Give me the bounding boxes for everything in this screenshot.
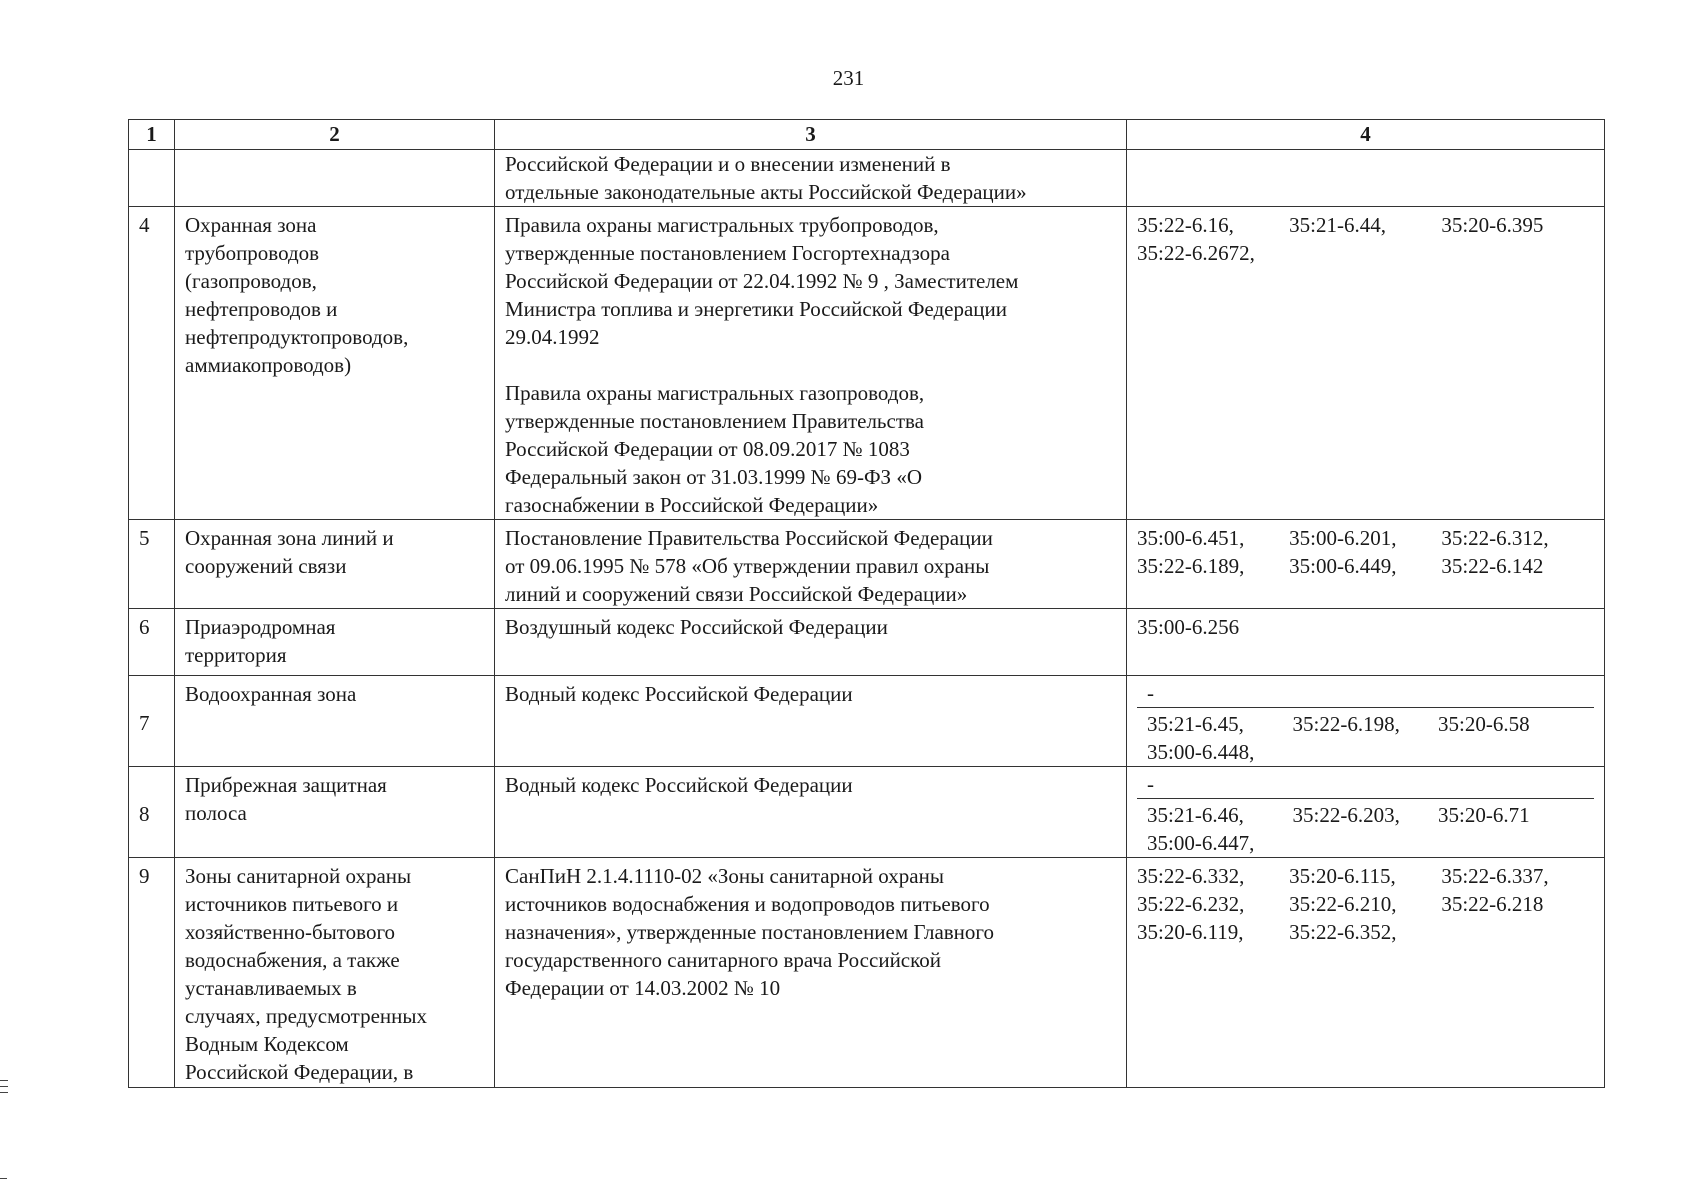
table-row: [129, 207, 1605, 520]
cadastral-code: 35:22-6.337,: [1441, 864, 1549, 888]
cell-name: [175, 207, 495, 520]
table-row: [129, 609, 1605, 676]
doc-line: назначения», утвержденные постановлением Главного: [505, 920, 995, 944]
doc-line: газоснабжении в Российской Федерации»: [505, 493, 879, 517]
doc-paragraph: [505, 211, 1116, 351]
table-row-continuation: [129, 150, 1605, 207]
cell-codes: [1127, 207, 1605, 520]
table-row: [129, 520, 1605, 609]
doc-line: утвержденные постановлением Госгортехнадзора: [505, 241, 950, 265]
cell-doc: [495, 207, 1127, 520]
name-line: нефтепроводов и: [185, 297, 338, 321]
cadastral-code: 35:21-6.46,: [1147, 803, 1244, 827]
cell-name: [175, 858, 495, 1088]
name-line: Водоохранная зона: [185, 682, 357, 706]
doc-line: Правила охраны магистральных трубопроводов,: [505, 213, 939, 237]
cadastral-code: 35:22-6.232,: [1137, 892, 1245, 916]
cadastral-code: 35:22-6.312,: [1441, 526, 1549, 550]
cell-name: [175, 767, 495, 858]
cell-doc: [495, 520, 1127, 609]
doc-line: Водный кодекс Российской Федерации: [505, 682, 853, 706]
cell-doc: [495, 150, 1127, 207]
table-row: [129, 767, 1605, 858]
table-header-row: [129, 120, 1605, 150]
doc-line: Российской Федерации от 22.04.1992 № 9 , Заместителем: [505, 269, 1019, 293]
codes-empty-marker: -: [1137, 680, 1594, 708]
scan-margin-marks: [0, 1080, 8, 1098]
name-line: Охранная зона линий и: [185, 526, 394, 550]
cadastral-code: 35:20-6.115,: [1289, 864, 1396, 888]
cell-num: 8: [129, 767, 175, 858]
cadastral-code: 35:00-6.449,: [1289, 554, 1397, 578]
doc-line: государственного санитарного врача Российской: [505, 948, 941, 972]
cell-codes: [1127, 150, 1605, 207]
doc-line: Министра топлива и энергетики Российской Федерации: [505, 297, 1008, 321]
header-col-2: 2: [175, 120, 495, 150]
name-line: водоснабжения, а также: [185, 948, 400, 972]
cell-name: [175, 520, 495, 609]
cadastral-code: 35:20-6.71: [1438, 803, 1530, 827]
scan-margin-mark: [0, 1178, 7, 1179]
doc-line: утвержденные постановлением Правительства: [505, 409, 924, 433]
doc-line: Российской Федерации от 08.09.2017 № 1083: [505, 437, 910, 461]
cadastral-code: 35:22-6.16,: [1137, 213, 1234, 237]
name-line: Охранная зона: [185, 213, 317, 237]
cadastral-code: 35:22-6.189,: [1137, 554, 1245, 578]
cell-num: 7: [129, 676, 175, 767]
cell-codes: [1127, 767, 1605, 858]
name-line: Зоны санитарной охраны: [185, 864, 412, 888]
cell-num: 5: [129, 520, 175, 609]
doc-line: линий и сооружений связи Российской Федерации»: [505, 582, 968, 606]
name-line: Прибрежная защитная: [185, 773, 387, 797]
cadastral-code: 35:20-6.58: [1438, 712, 1530, 736]
name-line: Российской Федерации, в: [185, 1060, 414, 1084]
cadastral-code: 35:00-6.448,: [1147, 740, 1255, 764]
name-line: (газопроводов,: [185, 269, 317, 293]
cell-name: [175, 676, 495, 767]
cell-codes: [1127, 609, 1605, 676]
name-line: случаях, предусмотренных: [185, 1004, 427, 1028]
header-col-4: 4: [1127, 120, 1605, 150]
cell-doc: [495, 767, 1127, 858]
header-col-1: 1: [129, 120, 175, 150]
doc-line: Федеральный закон от 31.03.1999 № 69-ФЗ «О: [505, 465, 922, 489]
name-line: устанавливаемых в: [185, 976, 357, 1000]
cell-num: 9: [129, 858, 175, 1088]
cell-codes: [1127, 520, 1605, 609]
cell-doc: [495, 858, 1127, 1088]
cadastral-code: 35:22-6.218: [1441, 892, 1544, 916]
name-line: территория: [185, 643, 287, 667]
name-line: аммиакопроводов): [185, 353, 352, 377]
header-col-3: 3: [495, 120, 1127, 150]
doc-paragraph: [505, 379, 1116, 519]
name-line: полоса: [185, 801, 247, 825]
name-line: Приаэродромная: [185, 615, 336, 639]
cadastral-code: 35:00-6.256: [1137, 615, 1240, 639]
cadastral-code: 35:22-6.203,: [1292, 803, 1400, 827]
doc-line: Федерации от 14.03.2002 № 10: [505, 976, 781, 1000]
cadastral-code: 35:00-6.451,: [1137, 526, 1245, 550]
cadastral-code: 35:22-6.2672,: [1137, 241, 1255, 265]
doc-line: от 09.06.1995 № 578 «Об утверждении правил охраны: [505, 554, 990, 578]
cell-doc: [495, 676, 1127, 767]
cell-codes: [1127, 676, 1605, 767]
doc-line: источников водоснабжения и водопроводов питьевого: [505, 892, 990, 916]
cadastral-code: 35:22-6.332,: [1137, 864, 1245, 888]
cell-num: 4: [129, 207, 175, 520]
doc-line: Правила охраны магистральных газопроводов,: [505, 381, 925, 405]
doc-line: отдельные законодательные акты Российской Федерации»: [505, 180, 1027, 204]
cadastral-code: 35:00-6.201,: [1289, 526, 1397, 550]
doc-line: 29.04.1992: [505, 325, 600, 349]
table-row: [129, 858, 1605, 1088]
table-row: [129, 676, 1605, 767]
cadastral-code: 35:22-6.210,: [1289, 892, 1397, 916]
doc-line: Российской Федерации и о внесении изменений в: [505, 152, 951, 176]
name-line: хозяйственно-бытового: [185, 920, 396, 944]
doc-line: Воздушный кодекс Российской Федерации: [505, 615, 888, 639]
name-line: Водным Кодексом: [185, 1032, 349, 1056]
cell-doc: [495, 609, 1127, 676]
codes-empty-marker: -: [1137, 771, 1594, 799]
name-line: источников питьевого и: [185, 892, 399, 916]
page-number: 231: [832, 66, 865, 90]
cell-num: [129, 150, 175, 207]
doc-line: Водный кодекс Российской Федерации: [505, 773, 853, 797]
name-line: сооружений связи: [185, 554, 347, 578]
name-line: нефтепродуктопроводов,: [185, 325, 409, 349]
cadastral-code: 35:21-6.44,: [1289, 213, 1386, 237]
cadastral-code: 35:20-6.119,: [1137, 920, 1244, 944]
cell-codes: [1127, 858, 1605, 1088]
cell-name: [175, 150, 495, 207]
cadastral-code: 35:21-6.45,: [1147, 712, 1244, 736]
doc-line: Постановление Правительства Российской Федерации: [505, 526, 993, 550]
cell-name: [175, 609, 495, 676]
cadastral-code: 35:22-6.142: [1441, 554, 1544, 578]
cadastral-code: 35:20-6.395: [1441, 213, 1544, 237]
cadastral-code: 35:00-6.447,: [1147, 831, 1255, 855]
cadastral-code: 35:22-6.352,: [1289, 920, 1397, 944]
doc-line: СанПиН 2.1.4.1110-02 «Зоны санитарной охраны: [505, 864, 944, 888]
zones-table: [128, 119, 1605, 1088]
cadastral-code: 35:22-6.198,: [1292, 712, 1400, 736]
name-line: трубопроводов: [185, 241, 320, 265]
cell-num: 6: [129, 609, 175, 676]
